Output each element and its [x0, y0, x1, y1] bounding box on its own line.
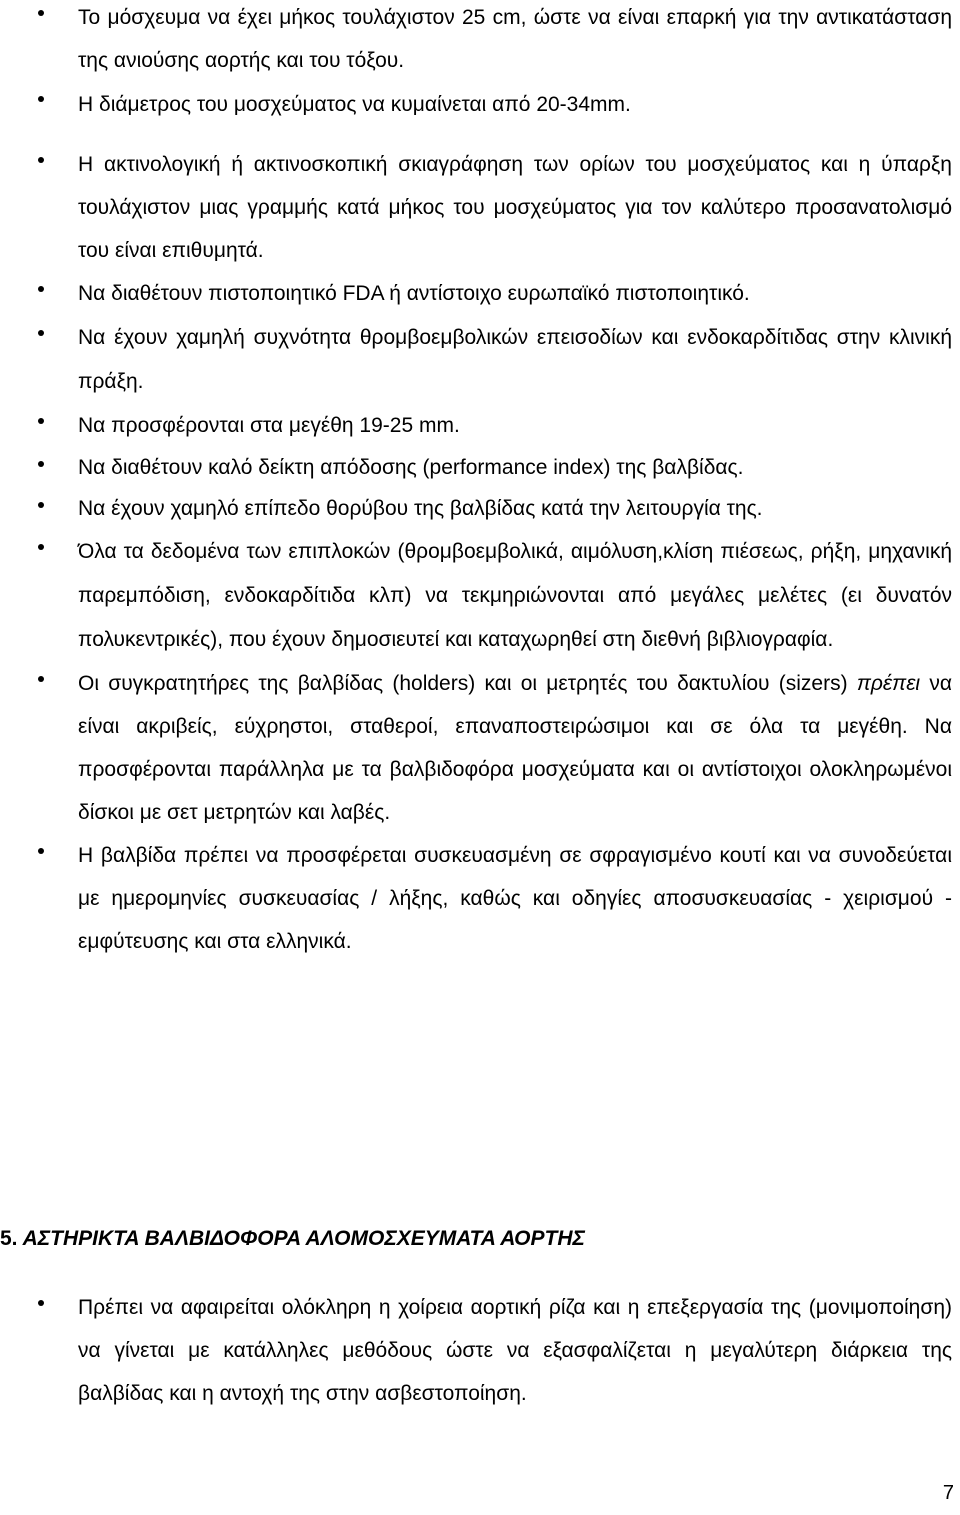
list-item-text-start: Οι συγκρατητήρες της βαλβίδας (holders) και οι μετρητές του δακτυλίου (sizers) [78, 672, 857, 695]
section-title: ΑΣΤΗΡΙΚΤΑ ΒΑΛΒΙΔΟΦΟΡΑ ΑΛΟΜΟΣΧΕΥΜΑΤΑ ΑΟΡΤΗΣ [22, 1227, 585, 1250]
section-5-list [0, 1286, 960, 1415]
list-item-text: Η διάμετρος του μοσχεύματος να κυμαίνεται από 20-34mm. [78, 93, 631, 116]
list-item-text: Η βαλβίδα πρέπει να προσφέρεται συσκευασμένη σε σφραγισμένο κουτί και να συνοδεύεται με ημερομηνίες συσκευασίας / λήξης, καθώς και οδηγίες αποσυσκευασίας - χειρισμού - εμφύτευσης και στα ελληνικά. [78, 844, 952, 953]
list-item [0, 404, 960, 447]
page-number: 7 [942, 1482, 954, 1504]
list-item [0, 530, 960, 662]
list-item [0, 0, 960, 82]
list-item [0, 82, 960, 127]
list-item-text: Όλα τα δεδομένα των επιπλοκών (θρομβοεμβολικά, αιμόλυση,κλίση πιέσεως, ρήξη, μηχανική παρεμπόδιση, ενδοκαρδίτιδα κλπ) να τεκμηριώνονται από μεγάλες μελέτες (ει δυνατόν πολυκεντρικές), που έχουν δημοσιευτεί και καταχωρηθεί στη διεθνή βιβλιογραφία. [78, 540, 952, 651]
list-item [0, 316, 960, 404]
list-item [0, 1286, 960, 1415]
list-item-text: Να έχουν χαμηλή συχνότητα θρομβοεμβολικών επεισοδίων και ενδοκαρδίτιδας στην κλινική πράξη. [78, 326, 952, 393]
list-item-emphasis: πρέπει [856, 672, 921, 695]
list-item [0, 143, 960, 272]
list-item [0, 488, 960, 530]
list-item-text: Να διαθέτουν καλό δείκτη απόδοσης (performance index) της βαλβίδας. [78, 456, 744, 479]
list-item [0, 272, 960, 316]
list-item-text: Το μόσχευμα να έχει μήκος τουλάχιστον 25 cm, ώστε να είναι επαρκή για την αντικατάσταση της ανιούσης αορτής και του τόξου. [78, 6, 952, 72]
list-item-text: Η ακτινολογική ή ακτινοσκοπική σκιαγράφηση των ορίων του μοσχεύματος και η ύπαρξη τουλάχιστον μιας γραμμής κατά μήκος του μοσχεύματος για τον καλύτερο προσανατολισμό του είναι επιθυμητά. [78, 153, 952, 262]
list-item-text: Να διαθέτουν πιστοποιητικό FDA ή αντίστοιχο ευρωπαϊκό πιστοποιητικό. [78, 282, 750, 305]
section-heading [0, 1224, 585, 1254]
list-item-text: Να προσφέρονται στα μεγέθη 19-25 mm. [78, 414, 460, 437]
list-item-text-end: να είναι ακριβείς, εύχρηστοι, σταθεροί, επαναποστειρώσιμοι και σε όλα τα μεγέθη. Να προσφέρονται παράλληλα με τα βαλβιδοφόρα μοσχεύματα και οι αντίστοιχοι ολοκληρωμένοι δίσκοι με σετ μετρητών και λαβές. [78, 672, 952, 824]
list-item-text: Να έχουν χαμηλό επίπεδο θορύβου της βαλβίδας κατά την λειτουργία της. [78, 497, 763, 520]
list-item-text: Πρέπει να αφαιρείται ολόκληρη η χοίρεια αορτική ρίζα και η επεξεργασία της (μονιμοποίηση) να γίνεται με κατάλληλες μεθόδους ώστε να εξασφαλίζεται η μεγαλύτερη διάρκεια της βαλβίδας και η αντοχή της στην ασβεστοποίηση. [78, 1296, 952, 1405]
list-item [0, 662, 960, 834]
list-item [0, 447, 960, 488]
section-number: 5. [0, 1227, 18, 1250]
list-item [0, 834, 960, 963]
